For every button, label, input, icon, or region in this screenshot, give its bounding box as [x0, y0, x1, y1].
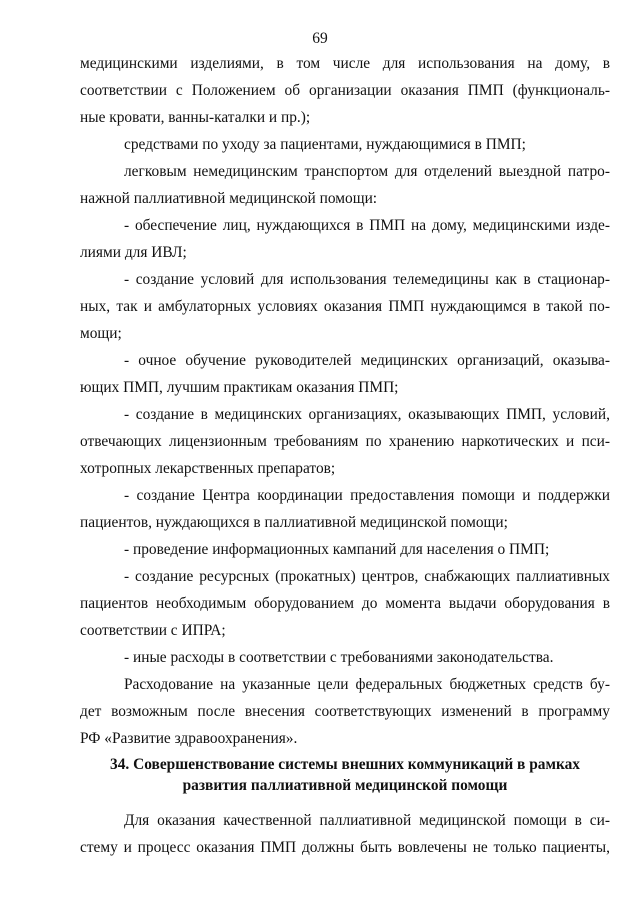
text-line: - очное обучение руководителей медицинских организаций, оказыва- [124, 352, 610, 369]
text-line: - проведение информационных кампаний для населения о ПМП; [124, 541, 550, 558]
text-line: стему и процесс оказания ПМП должны быть вовлечены не только пациенты, [80, 839, 610, 856]
text-line: хотропных лекарственных препаратов; [80, 460, 336, 477]
text-line: ные кровати, ванны-каталки и пр.); [80, 109, 311, 126]
text-line: пациентов, нуждающихся в паллиативной медицинской помощи; [80, 514, 508, 531]
text-line: соответствии с ИПРА; [80, 622, 226, 639]
body-text-continued [80, 807, 610, 861]
text-line: средствами по уходу за пациентами, нуждающимися в ПМП; [124, 136, 526, 153]
page-number: 69 [312, 30, 328, 47]
text-line: - создание условий для использования телемедицины как в стационар- [124, 271, 610, 288]
text-line: - обеспечение лиц, нуждающихся в ПМП на дому, медицинскими изде- [124, 217, 610, 234]
text-line: мощи; [80, 325, 122, 342]
heading-line: развития паллиативной медицинской помощи [182, 777, 508, 794]
text-line: дет возможным после внесения соответствующих изменений в программу [80, 703, 610, 720]
section-heading [80, 754, 610, 796]
text-line: - создание в медицинских организациях, оказывающих ПМП, условий, [124, 406, 610, 423]
body-text [80, 50, 610, 752]
text-line: ных, так и амбулаторных условиях оказания ПМП нуждающимся в такой по- [80, 298, 610, 315]
text-line: - создание ресурсных (прокатных) центров, снабжающих паллиативных [124, 568, 610, 585]
text-line: ющих ПМП, лучшим практикам оказания ПМП; [80, 379, 399, 396]
text-line: Расходование на указанные цели федеральных бюджетных средств бу- [124, 676, 610, 693]
text-line: медицинскими изделиями, в том числе для использования на дому, в [80, 55, 610, 72]
text-line: соответствии с Положением об организации оказания ПМП (функциональ- [80, 82, 610, 99]
text-line: нажной паллиативной медицинской помощи: [80, 190, 378, 207]
text-line: РФ «Развитие здравоохранения». [80, 730, 298, 747]
text-line: легковым немедицинским транспортом для отделений выездной патро- [124, 163, 610, 180]
text-line: Для оказания качественной паллиативной медицинской помощи в си- [124, 812, 610, 829]
text-line: - создание Центра координации предоставления помощи и поддержки [124, 487, 610, 504]
heading-line: 34. Совершенствование системы внешних коммуникаций в рамках [110, 756, 580, 773]
text-line: пациентов необходимым оборудованием до момента выдачи оборудования в [80, 595, 610, 612]
text-line: - иные расходы в соответствии с требованиями законодательства. [124, 649, 554, 666]
text-line: отвечающих лицензионным требованиям по хранению наркотических и пси- [80, 433, 610, 450]
text-line: лиями для ИВЛ; [80, 244, 187, 261]
